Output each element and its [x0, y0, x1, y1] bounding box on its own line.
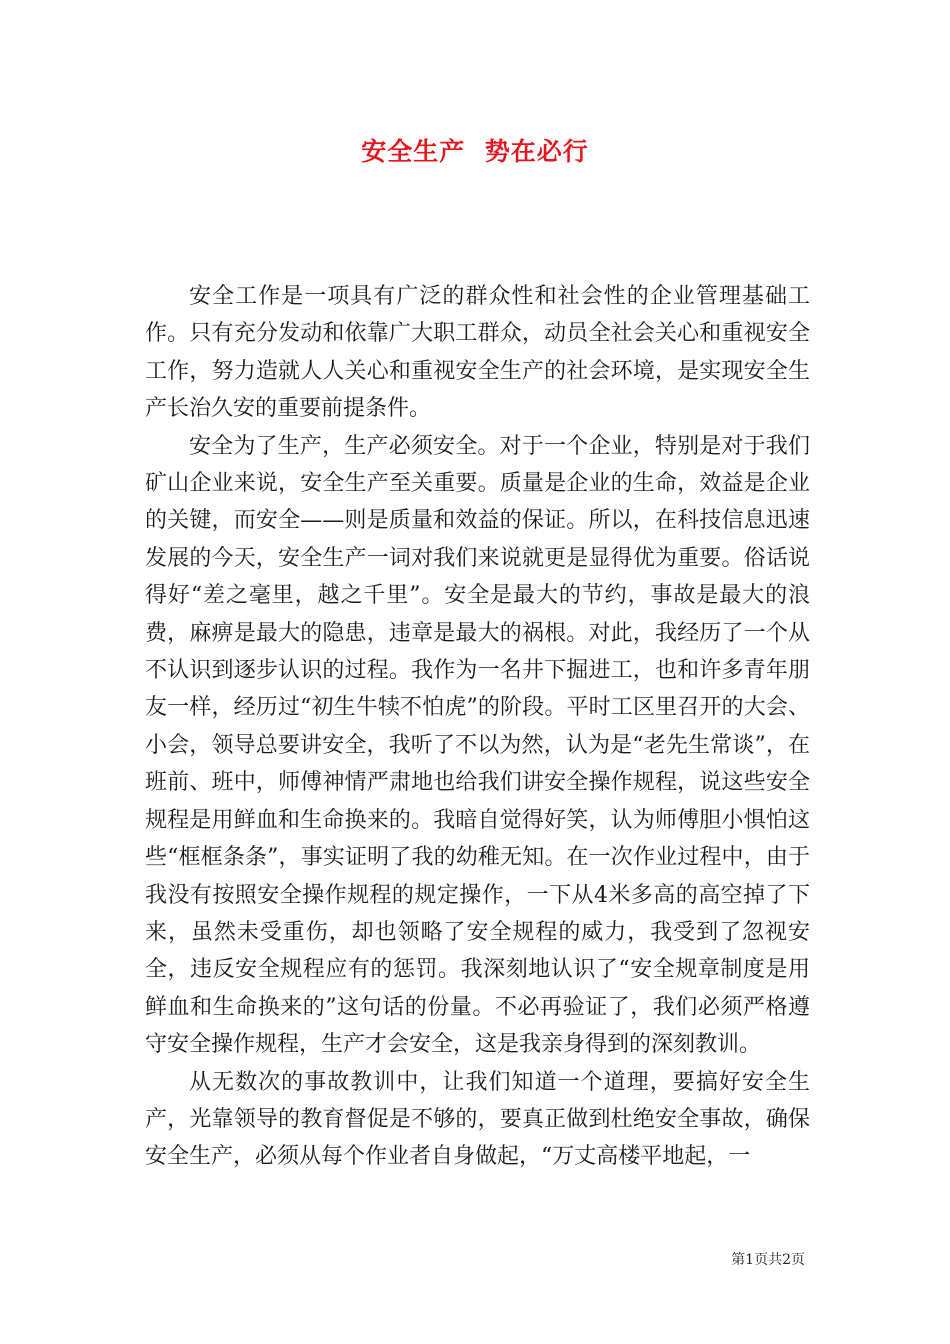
page-number-label: 第1页共2页 [731, 1252, 805, 1268]
paragraph-1: 安全工作是一项具有广泛的群众性和社会性的企业管理基础工作。只有充分发动和依靠广大职工群众，动员全社会关心和重视安全工作，努力造就人人关心和重视安全生产的社会环境，是实现安全生产长治久安的重要前提条件。 [145, 284, 810, 422]
page-number [731, 1249, 805, 1269]
paragraph-2: 安全为了生产，生产必须安全。对于一个企业，特别是对于我们矿山企业来说，安全生产至关重要。质量是企业的生命，效益是企业的关键，而安全——则是质量和效益的保证。所以，在科技信息迅速发展的今天，安全生产一词对我们来说就更是显得优为重要。俗话说得好“差之毫里，越之千里”。安全是最大的节约，事故是最大的浪费，麻痹是最大的隐患，违章是最大的祸根。对此，我经历了一个从不认识到逐步认识的过程。我作为一名井下掘进工，也和许多青年朋友一样，经历过“初生牛犊不怕虎”的阶段。平时工区里召开的大会、小会，领导总要讲安全，我听了不以为然，认为是“老先生常谈”，在班前、班中，师傅神情严肃地也给我们讲安全操作规程，说这些安全规程是用鲜血和生命换来的。我暗自觉得好笑，认为师傅胆小惧怕这些“框框条条”，事实证明了我的幼稚无知。在一次作业过程中，由于我没有按照安全操作规程的规定操作，一下从4米多高的高空掉了下来，虽然未受重伤，却也领略了安全规程的威力，我受到了忽视安全，违反安全规程应有的惩罚。我深刻地认识了“安全规章制度是用鲜血和生命换来的”这句话的份量。不必再验证了，我们必须严格遵守安全操作规程，生产才会安全，这是我亲身得到的深刻教训。 [145, 433, 810, 1058]
paragraph-3: 从无数次的事故教训中，让我们知道一个道理，要搞好安全生产，光靠领导的教育督促是不够的，要真正做到杜绝安全事故，确保安全生产，必须从每个作业者自身做起，“万丈高楼平地起，一 [145, 1069, 810, 1170]
page-title: 安全生产 势在必行 [361, 137, 589, 166]
document-body [145, 278, 810, 1176]
